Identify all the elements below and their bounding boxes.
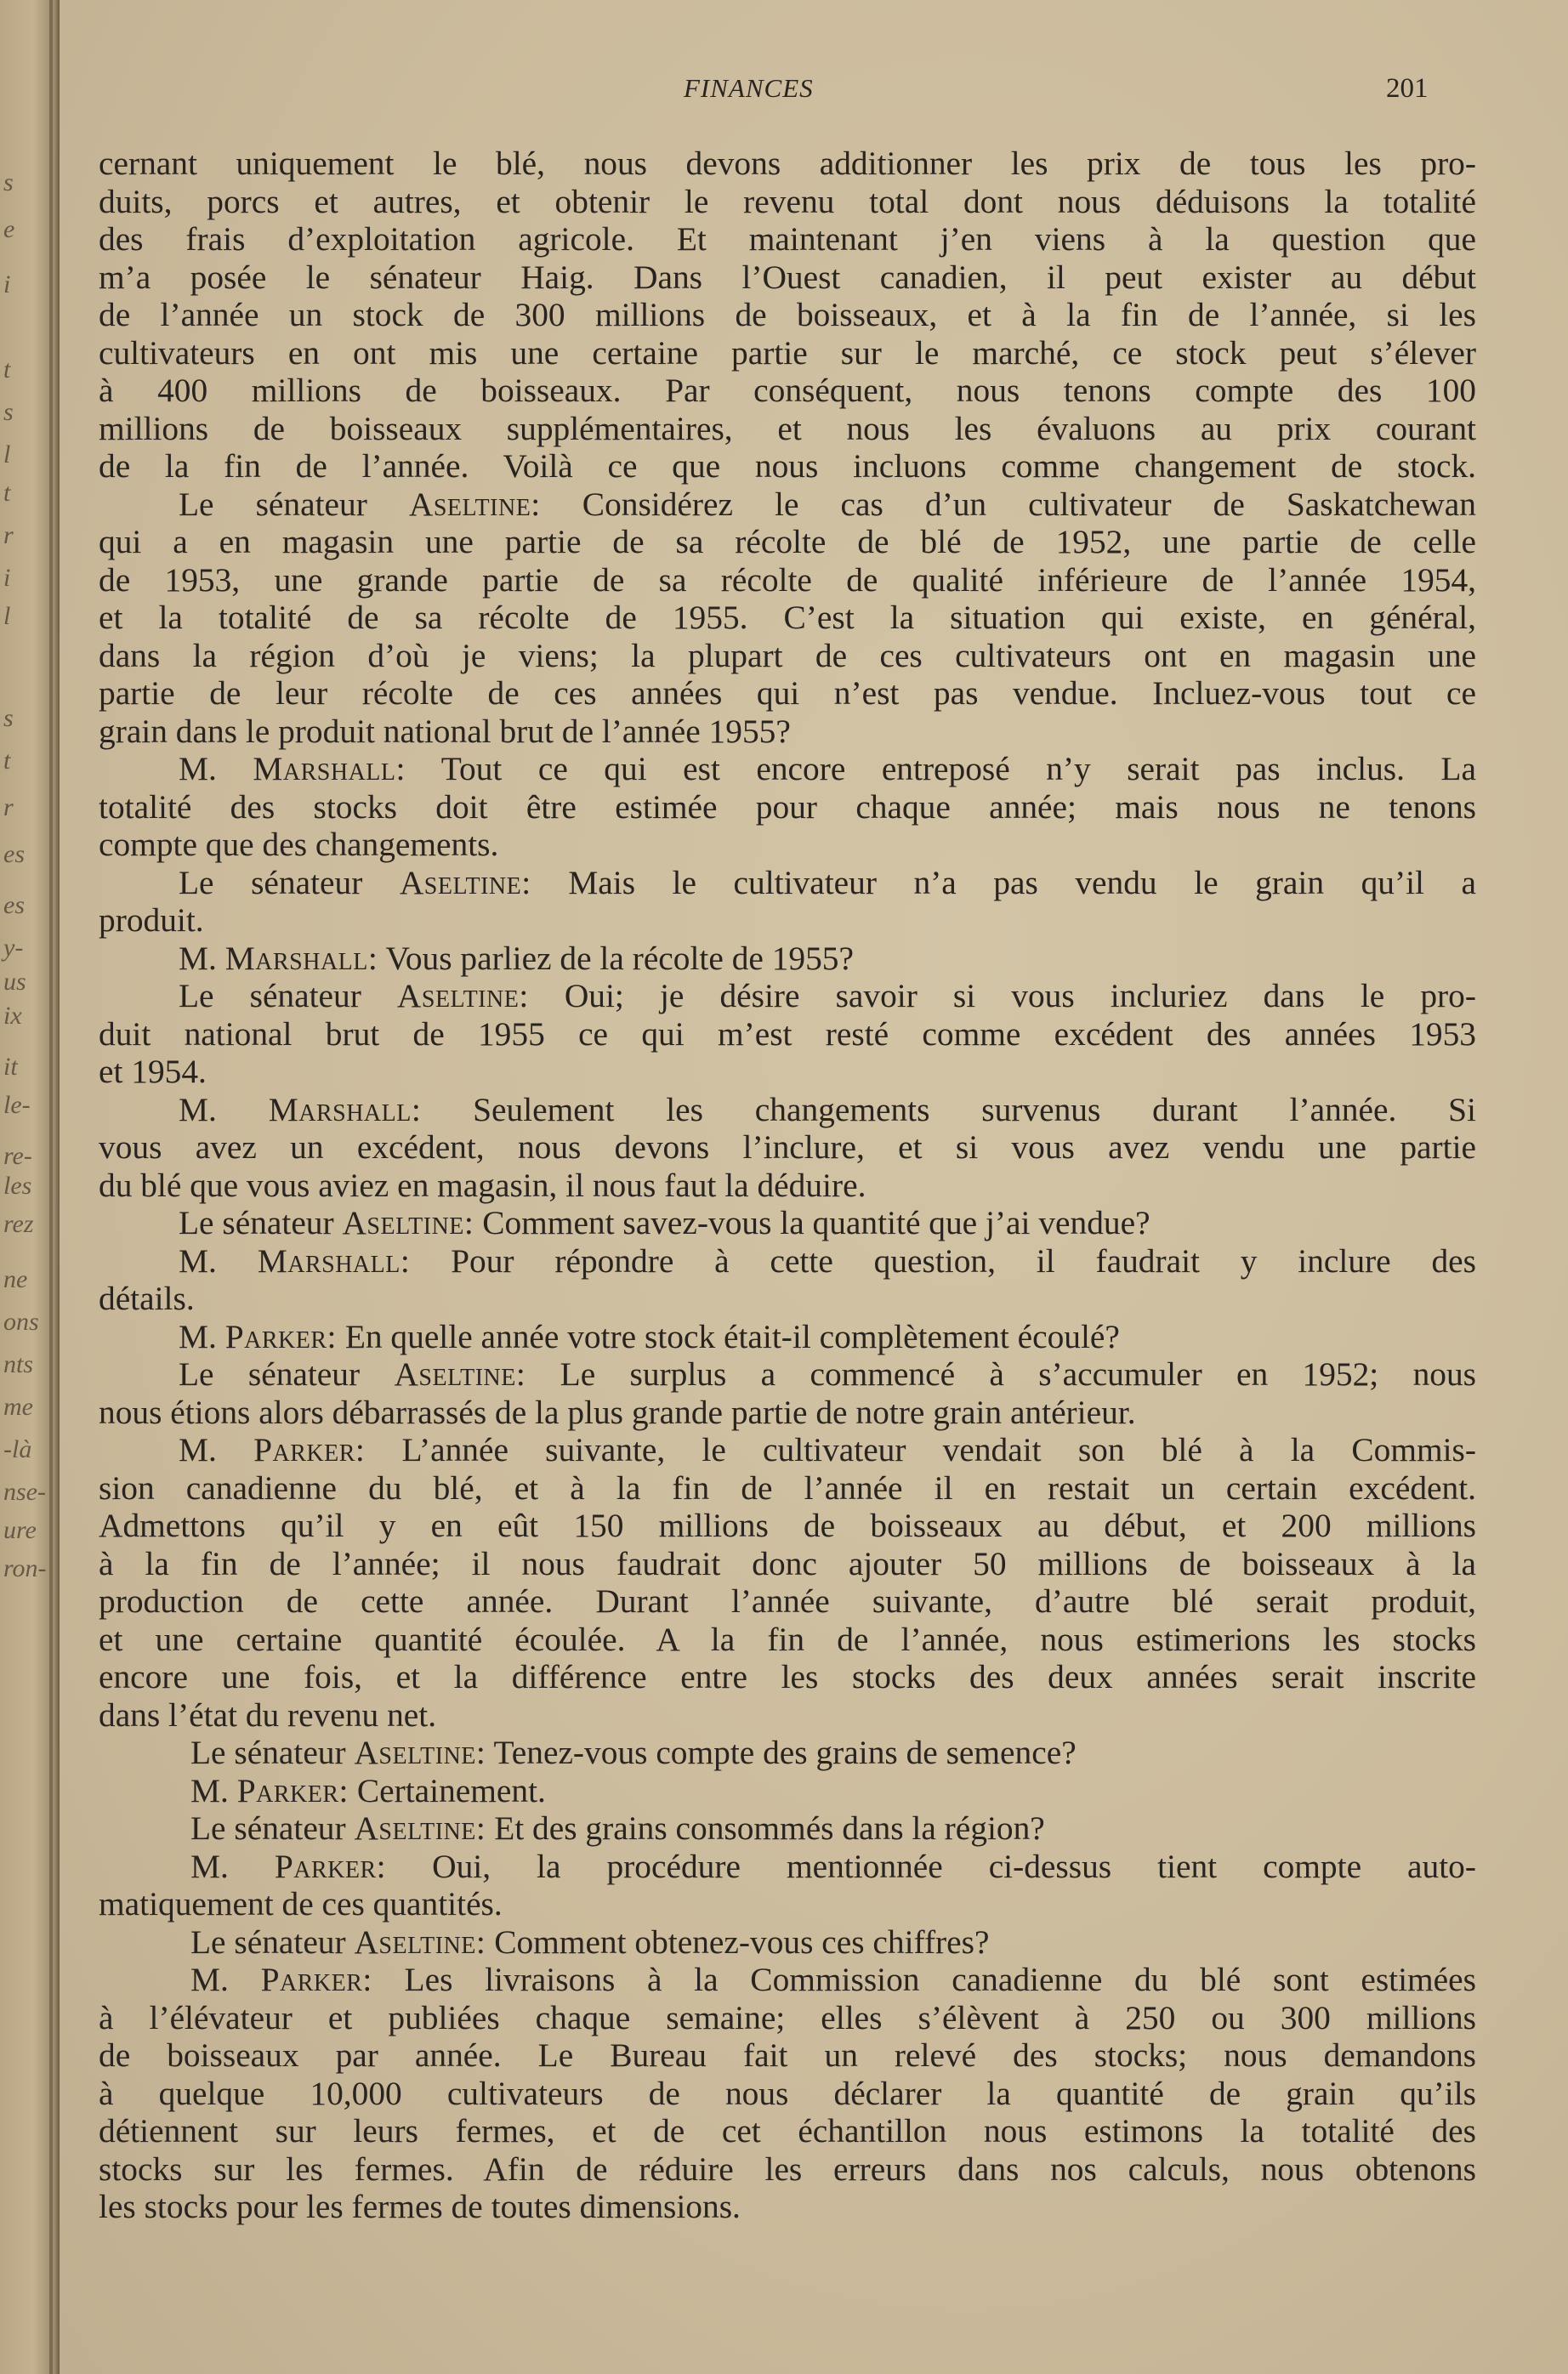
text-line: et une certaine quantité écoulée. A la fin de l’année, nous estimerions les stocks [99, 1620, 1476, 1658]
speaker-line [99, 750, 1476, 788]
margin-fragment: t [3, 355, 11, 383]
speaker-title: M. [179, 1090, 269, 1128]
paragraph [99, 1734, 1476, 1772]
margin-fragment: s [3, 704, 14, 732]
speech-text: Le surplus a commencé à s’accumuler en 1952; nous [526, 1355, 1476, 1393]
text-line: de boisseaux par année. Le Bureau fait un relevé des stocks; nous demandons [99, 2036, 1476, 2074]
speaker-line [99, 1848, 1476, 1886]
margin-fragment: it [3, 1053, 18, 1081]
paragraph [99, 940, 1476, 978]
speech-text: Tenez-vous compte des grains de semence? [486, 1734, 1077, 1771]
margin-fragment: es [3, 840, 25, 868]
speaker-name: Aseltine: [354, 1922, 486, 1961]
margin-fragment: s [3, 168, 14, 196]
text-line: produit. [99, 901, 204, 939]
margin-fragment: re- [3, 1142, 32, 1170]
speaker-line [99, 1734, 1476, 1772]
speaker-title: Le sénateur [179, 977, 397, 1014]
paragraph [99, 977, 1476, 1091]
margin-fragment: us [3, 968, 26, 996]
speaker-title: M. [190, 1771, 237, 1809]
paragraph [99, 1809, 1476, 1848]
speech-text: En quelle année votre stock était-il complètement écoulé? [336, 1317, 1120, 1355]
paragraph [99, 1848, 1476, 1923]
page-header [60, 73, 1568, 116]
paragraph [99, 1772, 1476, 1810]
margin-fragment: ure [3, 1516, 37, 1544]
speaker-line [99, 1809, 1476, 1848]
gutter-shadow-line [49, 0, 53, 2374]
margin-fragment: e [3, 215, 15, 243]
speaker-name: Marshall: [253, 750, 406, 787]
margin-fragment: le- [3, 1091, 31, 1119]
page-number: 201 [1386, 73, 1429, 104]
text-line: dans la région d’où je viens; la plupart de ces cultivateurs ont en magasin une [99, 636, 1476, 674]
speech-text: Oui; je désire savoir si vous incluriez dans le pro- [528, 977, 1476, 1014]
running-head: FINANCES [684, 73, 814, 103]
speaker-name: Parker: [253, 1431, 366, 1468]
speaker-title: Le sénateur [179, 485, 409, 523]
margin-fragment: s [3, 398, 14, 426]
speaker-line [99, 1355, 1476, 1394]
margin-fragment: ix [3, 1002, 22, 1030]
paragraph [99, 1204, 1476, 1242]
text-line: à la fin de l’année; il nous faudrait donc ajouter 50 millions de boisseaux à la [99, 1544, 1476, 1582]
text-line: détails. [99, 1280, 195, 1317]
speaker-line [99, 1772, 1476, 1810]
speaker-name: Marshall: [268, 1090, 422, 1128]
speech-text: Comment savez-vous la quantité que j’ai vendue? [474, 1204, 1150, 1241]
margin-fragment: ne [3, 1265, 28, 1293]
speaker-title: Le sénateur [179, 863, 400, 901]
book-page [60, 0, 1568, 2374]
text-line: stocks sur les fermes. Afin de réduire les erreurs dans nos calculs, nous obtenons [99, 2150, 1476, 2188]
text-line: nous étions alors débarrassés de la plus grande partie de notre grain antérieur. [99, 1393, 1136, 1431]
text-line: les stocks pour les fermes de toutes dimensions. [99, 2188, 741, 2225]
margin-fragment: rez [3, 1210, 34, 1238]
speaker-name: Aseltine: [354, 1809, 486, 1847]
margin-fragment: t [3, 479, 11, 507]
text-line: encore une fois, et la différence entre les stocks des deux années serait inscrite [99, 1658, 1476, 1695]
speaker-name: Parker: [260, 1961, 372, 1998]
speaker-name: Aseltine: [396, 977, 529, 1014]
text-line: millions de boisseaux supplémentaires, et nous les évaluons au prix courant [99, 409, 1476, 447]
text-line: de la fin de l’année. Voilà ce que nous incluons comme changement de stock. [99, 447, 1476, 485]
text-line: cultivateurs en ont mis une certaine partie sur le marché, ce stock peut s’élever [99, 333, 1476, 372]
text-line: de l’année un stock de 300 millions de boisseaux, et à la fin de l’année, si les [99, 296, 1476, 333]
text-line: détiennent sur leurs fermes, et de cet échantillon nous estimons la totalité des [99, 2112, 1476, 2150]
text-line: cernant uniquement le blé, nous devons additionner les prix de tous les pro- [99, 145, 1476, 182]
margin-fragment: ron- [3, 1554, 47, 1582]
margin-fragment: i [3, 270, 11, 298]
margin-fragment: t [3, 747, 11, 775]
text-line: du blé que vous aviez en magasin, il nous faut la déduire. [99, 1166, 866, 1204]
speaker-name: Parker: [224, 1317, 337, 1355]
speech-text: Mais le cultivateur n’a pas vendu le grain qu’il a [531, 863, 1476, 901]
speaker-title: Le sénateur [179, 1204, 343, 1241]
speaker-line [99, 977, 1476, 1015]
speaker-title: M. [190, 1847, 275, 1885]
text-line: des frais d’exploitation agricole. Et maintenant j’en viens à la question que [99, 220, 1476, 258]
book-gutter [0, 0, 60, 2374]
speaker-line [99, 486, 1476, 524]
speech-text: Seulement les changements survenus durant l’année. Si [421, 1090, 1476, 1128]
speaker-title: Le sénateur [190, 1809, 355, 1847]
text-line: duit national brut de 1955 ce qui m’est resté comme excédent des années 1953 [99, 1014, 1476, 1053]
text-line: compte que des changements. [99, 826, 499, 863]
speaker-name: Marshall: [257, 1241, 411, 1280]
speaker-line [99, 864, 1476, 902]
speaker-title: M. [179, 750, 253, 787]
margin-fragment: r [3, 793, 14, 821]
speaker-title: Le sénateur [190, 1922, 355, 1961]
speaker-title: Le sénateur [179, 1355, 395, 1393]
paragraph [99, 1923, 1476, 1962]
speaker-line [99, 1204, 1476, 1242]
speech-text: Les livraisons à la Commission canadienne du blé sont estimées [372, 1961, 1476, 1998]
text-line: sion canadienne du blé, et à la fin de l’année il en restait un certain excédent. [99, 1468, 1476, 1507]
paragraph [99, 486, 1476, 751]
speech-text: Pour répondre à cette question, il faudrait y inclure des [410, 1241, 1476, 1280]
margin-fragment: ons [3, 1308, 39, 1336]
speech-text: Certainement. [348, 1771, 546, 1809]
text-line: et 1954. [99, 1053, 207, 1090]
text-line: et la totalité de sa récolte de 1955. C’est la situation qui existe, en général, [99, 599, 1476, 636]
text-line: duits, porcs et autres, et obtenir le revenu total dont nous déduisons la totalité [99, 182, 1476, 220]
margin-fragment: nts [3, 1350, 34, 1378]
paragraph [99, 1355, 1476, 1431]
speaker-line [99, 1923, 1476, 1962]
margin-fragment: y- [3, 934, 24, 962]
text-line: m’a posée le sénateur Haig. Dans l’Ouest canadien, il peut exister au début [99, 258, 1476, 296]
text-line: matiquement de ces quantités. [99, 1885, 503, 1922]
speaker-line [99, 940, 1476, 978]
margin-fragment: les [3, 1172, 32, 1200]
speaker-line [99, 1242, 1476, 1281]
body-text [99, 145, 1476, 2226]
paragraph [99, 1242, 1476, 1318]
speaker-title: M. [179, 1241, 258, 1280]
speaker-title: Le sénateur [190, 1734, 355, 1771]
margin-fragment: es [3, 891, 25, 919]
text-line: à l’élévateur et publiées chaque semaine; elles s’élèvent à 250 ou 300 millions [99, 1998, 1476, 2036]
speaker-title: M. [190, 1961, 261, 1998]
text-line: dans l’état du revenu net. [99, 1695, 437, 1734]
speaker-line [99, 1318, 1476, 1356]
speaker-name: Aseltine: [342, 1204, 474, 1241]
speech-text: Oui, la procédure mentionnée ci-dessus tient compte auto- [386, 1847, 1476, 1885]
margin-fragment: nse- [3, 1478, 46, 1506]
speaker-name: Aseltine: [394, 1355, 526, 1393]
text-line: Admettons qu’il y en eût 150 millions de boisseaux au début, et 200 millions [99, 1507, 1476, 1544]
text-line: vous avez un excédent, nous devons l’inclure, et si vous avez vendu une partie [99, 1128, 1476, 1166]
text-line: de 1953, une grande partie de sa récolte de qualité inférieure de l’année 1954, [99, 560, 1476, 599]
speaker-line [99, 1961, 1476, 1999]
margin-fragment: me [3, 1393, 33, 1421]
text-line: à 400 millions de boisseaux. Par conséquent, nous tenons compte des 100 [99, 372, 1476, 409]
speech-text: L’année suivante, le cultivateur vendait son blé à la Commis- [365, 1431, 1476, 1468]
speaker-name: Aseltine: [399, 863, 531, 901]
speaker-name: Marshall: [224, 939, 378, 977]
speaker-name: Aseltine: [408, 485, 541, 523]
paragraph [99, 864, 1476, 940]
paragraph [99, 145, 1476, 486]
paragraph [99, 750, 1476, 864]
text-line: production de cette année. Durant l’année suivante, d’autre blé serait produit, [99, 1582, 1476, 1620]
speech-text: Considérez le cas d’un cultivateur de Saskatchewan [540, 485, 1476, 523]
text-line: à quelque 10,000 cultivateurs de nous déclarer la quantité de grain qu’ils [99, 2074, 1476, 2112]
speaker-name: Aseltine: [354, 1734, 486, 1771]
speaker-title: M. [179, 1317, 225, 1355]
margin-fragment: r [3, 521, 14, 549]
text-line: totalité des stocks doit être estimée pour chaque année; mais nous ne tenons [99, 787, 1476, 826]
text-line: qui a en magasin une partie de sa récolte de blé de 1952, une partie de celle [99, 523, 1476, 560]
margin-fragment: l [3, 440, 11, 469]
speaker-name: Parker: [274, 1847, 387, 1885]
paragraph [99, 1091, 1476, 1205]
speech-text: Comment obtenez-vous ces chiffres? [486, 1922, 990, 1961]
speech-text: Vous parliez de la récolte de 1955? [378, 939, 854, 977]
margin-fragment: i [3, 564, 11, 592]
paragraph [99, 1431, 1476, 1734]
margin-fragment: -là [3, 1435, 32, 1463]
speech-text: Et des grains consommés dans la région? [486, 1809, 1045, 1847]
text-line: grain dans le produit national brut de l’année 1955? [99, 712, 791, 750]
text-line: partie de leur récolte de ces années qui n’est pas vendue. Incluez-vous tout ce [99, 674, 1476, 712]
speech-text: Tout ce qui est encore entreposé n’y serait pas inclus. La [405, 750, 1476, 787]
speaker-title: M. [179, 1431, 254, 1468]
margin-fragment: l [3, 602, 11, 630]
speaker-name: Parker: [236, 1771, 349, 1809]
paragraph [99, 1318, 1476, 1356]
speaker-title: M. [179, 939, 225, 977]
paragraph [99, 1961, 1476, 2226]
speaker-line [99, 1431, 1476, 1469]
speaker-line [99, 1091, 1476, 1129]
